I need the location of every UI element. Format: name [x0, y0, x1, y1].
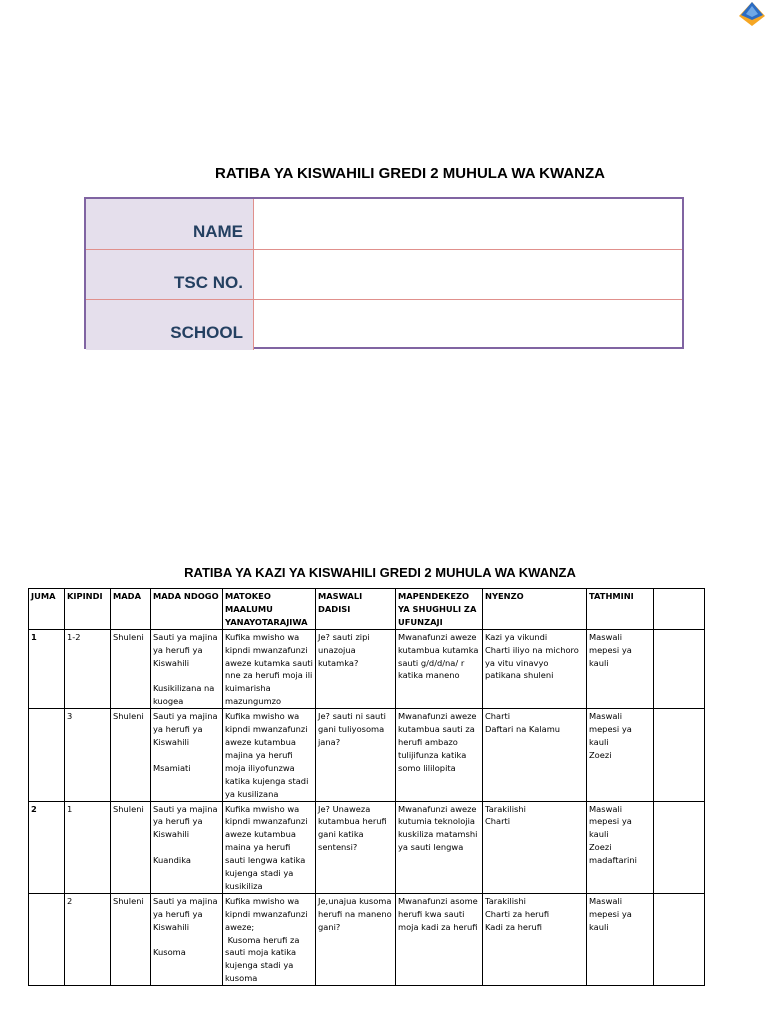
- table-row: [29, 629, 705, 708]
- cell-mapendekezo: Mwanafunzi asome herufi kwa sauti moja kadi za herufi: [396, 893, 483, 985]
- header-tathmini: TATHMINI: [587, 589, 654, 630]
- cell-mada: Shuleni: [111, 629, 151, 708]
- mada-ndogo-sub: Msamiati: [153, 762, 191, 773]
- table-header-row: [29, 589, 705, 630]
- cell-nyenzo: [483, 801, 587, 893]
- matokeo-text: Kufika mwisho wa kipndi mwanzafunzi aweze kutambua maina ya herufi sauti lengwa katika kujenga stadi ya kusikiliza: [225, 803, 311, 891]
- cell-kipindi: 1-2: [65, 629, 111, 708]
- cell-tathmini: [587, 801, 654, 893]
- cell-mapendekezo: Mwanafunzi aweze kutambua sauti za herufi ambazo tulijifunza katika somo lililopita: [396, 709, 483, 801]
- cell-mada-ndogo: [151, 709, 223, 801]
- nyenzo-item: Charti iliyo na michoro ya vitu vinavyo patikana shuleni: [485, 644, 582, 681]
- cell-mada: Shuleni: [111, 709, 151, 801]
- header-juma: JUMA: [29, 589, 65, 630]
- table-row: [29, 709, 705, 801]
- nyenzo-item: Daftari na Kalamu: [485, 724, 561, 735]
- mada-ndogo-main: Sauti ya majina ya herufi ya Kiswahili: [153, 803, 221, 840]
- header-mapendekezo: MAPENDEKEZO YA SHUGHULI ZA UFUNZAJI: [396, 589, 483, 630]
- header-nyenzo: NYENZO: [483, 589, 587, 630]
- tathmini-item: Maswali mepesi ya kauli: [589, 711, 635, 747]
- cell-juma: [29, 893, 65, 985]
- teacher-info-form: [84, 197, 684, 349]
- cell-mada: Shuleni: [111, 801, 151, 893]
- cell-matokeo: [223, 709, 316, 801]
- tathmini-item: Maswali mepesi ya kauli: [589, 895, 635, 932]
- cell-juma: 2: [29, 801, 65, 893]
- tsc-label: TSC NO.: [86, 250, 254, 300]
- mada-ndogo-main: Sauti ya majina ya herufi ya Kiswahili: [153, 895, 221, 932]
- header-mada: MADA: [111, 589, 151, 630]
- cell-extra: [654, 629, 705, 708]
- mada-ndogo-sub: Kusoma: [153, 947, 186, 958]
- table-row: [29, 893, 705, 985]
- cell-kipindi: 1: [65, 801, 111, 893]
- cell-mapendekezo: Mwanafunzi aweze kutambua kutamka sauti g/d/d/na/ r katika maneno: [396, 629, 483, 708]
- header-maswali: MASWALI DADISI: [316, 589, 396, 630]
- cell-maswali: Je? Unaweza kutambua herufi gani katika sentensi?: [316, 801, 396, 893]
- cell-tathmini: [587, 893, 654, 985]
- tsc-field[interactable]: [254, 250, 682, 300]
- nyenzo-item: Charti: [485, 816, 511, 827]
- tsc-row: [86, 249, 682, 300]
- cell-matokeo: [223, 893, 316, 985]
- tathmini-item: Maswali mepesi ya kauli: [589, 803, 635, 840]
- cell-matokeo: [223, 801, 316, 893]
- cell-maswali: Je? sauti ni sauti gani tuliyosoma jana?: [316, 709, 396, 801]
- cell-extra: [654, 893, 705, 985]
- nyenzo-item: Tarakilishi: [485, 803, 526, 814]
- mada-ndogo-main: Sauti ya majina ya herufi ya Kiswahili: [153, 711, 221, 747]
- schedule-table: [28, 588, 705, 986]
- header-extra: [654, 589, 705, 630]
- tathmini-item: Zoezi madaftarini: [589, 842, 637, 866]
- school-row: [86, 299, 682, 350]
- nyenzo-item: Tarakilishi: [485, 895, 526, 906]
- cell-kipindi: 3: [65, 709, 111, 801]
- header-matokeo: MATOKEO MAALUMU YANAYOTARAJIWA: [223, 589, 316, 630]
- name-label: NAME: [86, 199, 254, 249]
- nyenzo-item: Kadi za herufi: [485, 921, 542, 932]
- cell-mada-ndogo: [151, 629, 223, 708]
- nyenzo-item: Charti za herufi: [485, 908, 550, 919]
- nyenzo-item: Kazi ya vikundi: [485, 631, 548, 642]
- cell-nyenzo: [483, 629, 587, 708]
- cell-maswali: Je,unajua kusoma herufi na maneno gani?: [316, 893, 396, 985]
- cell-tathmini: [587, 629, 654, 708]
- cell-mada: Shuleni: [111, 893, 151, 985]
- matokeo-text: Kufika mwisho wa kipndi mwanzafunzi aweze; Kusoma herufi za sauti moja katika kujenga stadi ya kusoma: [225, 895, 308, 984]
- cell-juma: 1: [29, 629, 65, 708]
- mada-ndogo-sub: Kuandika: [153, 855, 191, 866]
- cell-maswali: Je? sauti zipi unazojua kutamka?: [316, 629, 396, 708]
- school-field[interactable]: [254, 300, 682, 350]
- schedule-title: RATIBA YA KAZI YA KISWAHILI GREDI 2 MUHULA WA KWANZA: [184, 565, 576, 580]
- cell-nyenzo: [483, 893, 587, 985]
- diamond-logo-icon: [737, 0, 767, 28]
- cell-mada-ndogo: [151, 893, 223, 985]
- matokeo-text: Kufika mwisho wa kipndi mwanzafunzi aweze kutambua majina ya herufi moja iliyofunzwa katika kujenga stadi ya kusilizana: [225, 711, 312, 799]
- cell-kipindi: 2: [65, 893, 111, 985]
- header-mada-ndogo: MADA NDOGO: [151, 589, 223, 630]
- cell-mapendekezo: Mwanafunzi aweze kutumia teknolojia kuskiliza matamshi ya sauti lengwa: [396, 801, 483, 893]
- cell-mada-ndogo: [151, 801, 223, 893]
- cell-matokeo: [223, 629, 316, 708]
- document-title: RATIBA YA KISWAHILI GREDI 2 MUHULA WA KWANZA: [215, 165, 605, 182]
- mada-ndogo-sub: Kusikilizana na kuogea: [153, 683, 218, 707]
- tathmini-item: Maswali mepesi ya kauli: [589, 631, 635, 668]
- tathmini-item: Zoezi: [589, 749, 612, 760]
- cell-extra: [654, 709, 705, 801]
- cell-juma: [29, 709, 65, 801]
- table-row: [29, 801, 705, 893]
- school-label: SCHOOL: [86, 300, 254, 350]
- mada-ndogo-main: Sauti ya majina ya herufi ya Kiswahili: [153, 631, 221, 668]
- name-field[interactable]: [254, 199, 682, 249]
- cell-extra: [654, 801, 705, 893]
- matokeo-text: Kufika mwisho wa kipndi mwanzafunzi aweze kutamka sauti nne za herufi moja ili kuimarisha mazungumzo: [225, 631, 316, 707]
- cell-tathmini: [587, 709, 654, 801]
- cell-nyenzo: [483, 709, 587, 801]
- name-row: [86, 199, 682, 249]
- header-kipindi: KIPINDI: [65, 589, 111, 630]
- nyenzo-item: Charti: [485, 711, 511, 722]
